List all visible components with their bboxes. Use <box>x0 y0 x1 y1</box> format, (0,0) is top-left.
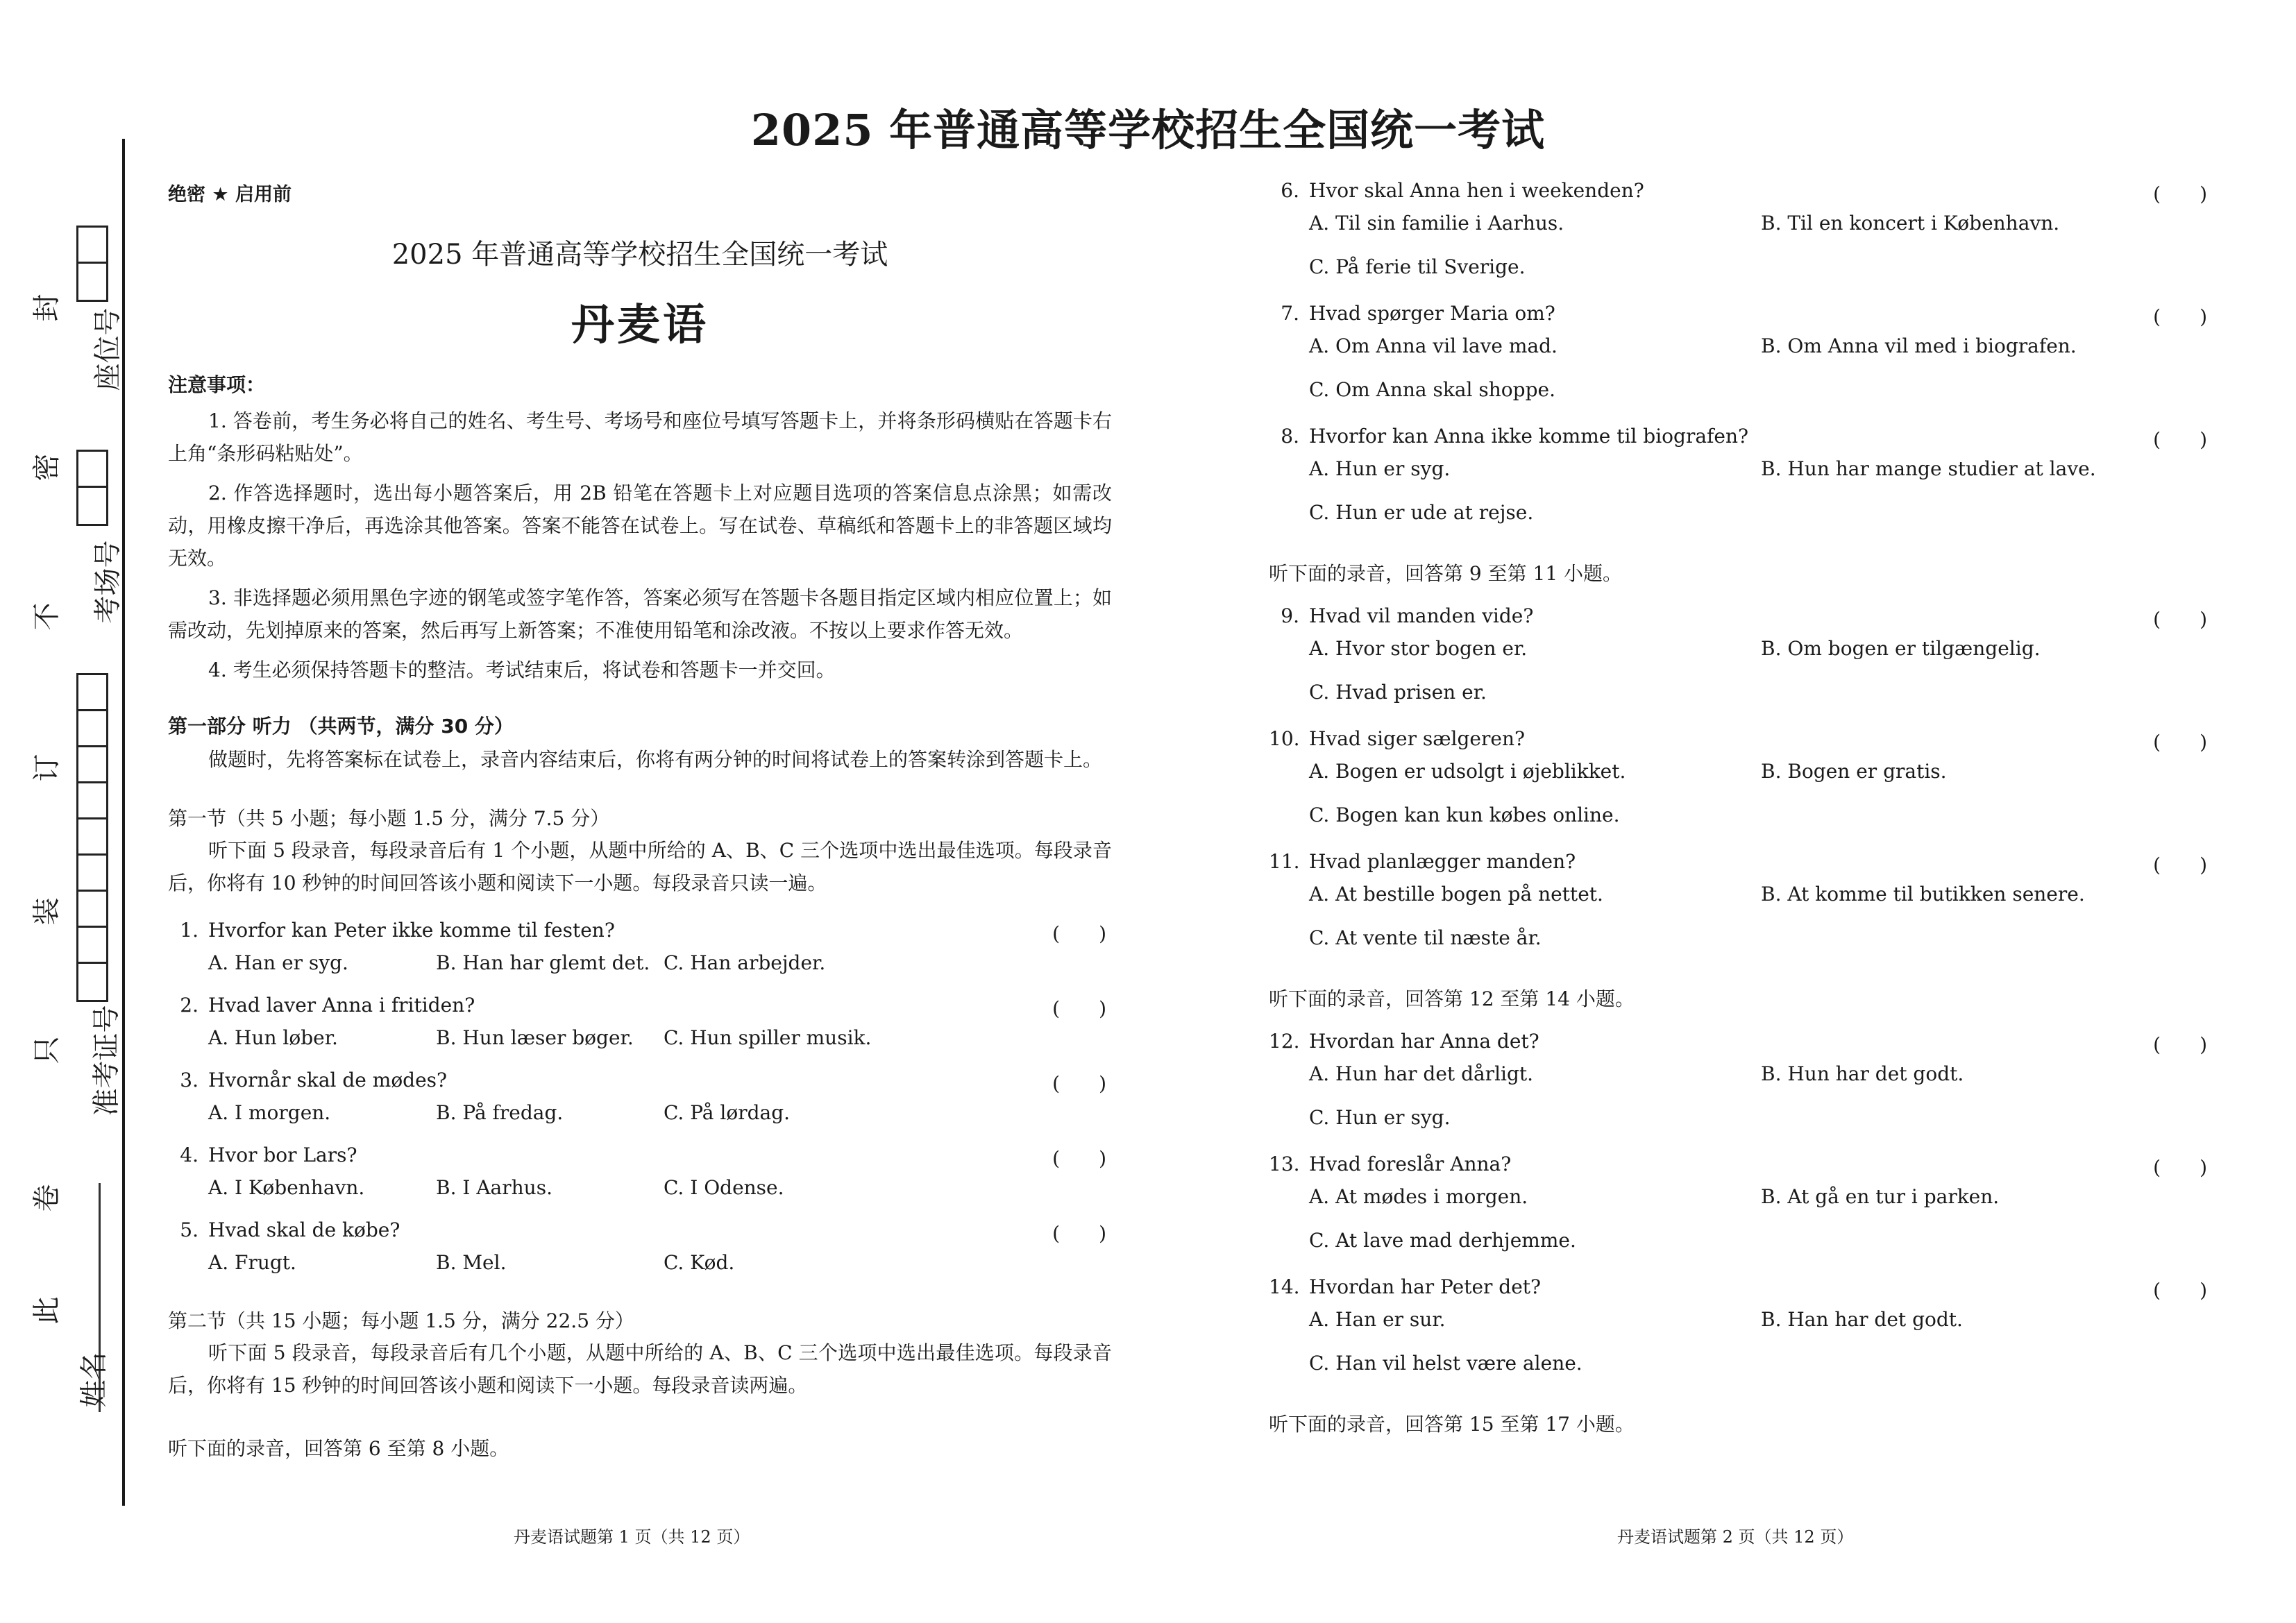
confidential-label: 绝密 ★ 启用前 <box>168 184 292 205</box>
listening-lead: 听下面的录音，回答第 6 至第 8 小题。 <box>168 1437 509 1460</box>
option-c[interactable]: C. På ferie til Sverige. <box>1309 255 1526 278</box>
page-footer-right: 丹麦语试题第 2 页（共 12 页） <box>1617 1527 1854 1547</box>
option-c[interactable]: C. På lørdag. <box>664 1101 791 1124</box>
answer-bracket[interactable]: ( ) <box>2153 608 2207 631</box>
question-stem: Hvad planlægger manden? <box>1309 850 1576 873</box>
answer-bracket[interactable]: ( ) <box>2153 1156 2207 1179</box>
option-c[interactable]: C. I Odense. <box>664 1176 784 1199</box>
listening-lead: 听下面的录音，回答第 15 至第 17 小题。 <box>1269 1413 1635 1436</box>
listening-lead: 听下面的录音，回答第 12 至第 14 小题。 <box>1269 987 1635 1010</box>
option-a[interactable]: A. Hun løber. <box>208 1026 338 1049</box>
seal-char: 卷 <box>31 1184 63 1212</box>
answer-bracket[interactable]: ( ) <box>1052 1222 1106 1245</box>
right-column <box>1269 179 2213 1437</box>
section1-intro: 听下面 5 段录音，每段录音后有 1 个小题，从题中所给的 A、B、C 三个选项中选出最佳选项。每段录音后，你将有 10 秒钟的时间回答该小题和阅读下一小题。每段录音只读一遍。 <box>168 839 1112 894</box>
question-item <box>1269 727 2213 826</box>
option-a[interactable]: A. At bestille bogen på nettet. <box>1309 883 1603 906</box>
seal-char: 此 <box>31 1296 63 1325</box>
option-c[interactable]: C. Hvad prisen er. <box>1309 681 1487 704</box>
option-b[interactable]: B. Bogen er gratis. <box>1761 760 1947 783</box>
subject-title: 丹麦语 <box>571 299 709 350</box>
page-header-title: 2025 年普通高等学校招生全国统一考试 <box>750 105 1546 155</box>
note-item: 2. 作答选择题时，选出每小题答案后，用 2B 铅笔在答题卡上对应题目选项的答案信息点涂黑；如需改动，用橡皮擦干净后，再选涂其他答案。答案不能答在试卷上。写在试卷、草稿纸和答题卡上的非答题区域均无效。 <box>168 482 1112 570</box>
question-stem: Hvordan har Anna det? <box>1309 1030 1539 1053</box>
question-stem: Hvorfor kan Anna ikke komme til biografen? <box>1309 425 1748 448</box>
left-column <box>168 179 1112 1461</box>
question-number: 12. <box>1269 1030 1300 1053</box>
question-stem: Hvad siger sælgeren? <box>1309 727 1525 750</box>
option-b[interactable]: B. Hun har det godt. <box>1761 1062 1964 1085</box>
option-c[interactable]: C. Hun er ude at rejse. <box>1309 501 1534 524</box>
question-stem: Hvor skal Anna hen i weekenden? <box>1309 179 1644 202</box>
option-b[interactable]: B. Om bogen er tilgængelig. <box>1761 637 2041 660</box>
answer-bracket[interactable]: ( ) <box>2153 428 2207 451</box>
ticket-number-boxes[interactable] <box>76 673 108 1002</box>
question-number: 14. <box>1269 1275 1300 1298</box>
section1-questions <box>168 919 1112 1274</box>
option-b[interactable]: B. Mel. <box>436 1251 507 1274</box>
question-item <box>1269 604 2213 704</box>
option-a[interactable]: A. Til sin familie i Aarhus. <box>1309 212 1564 235</box>
option-a[interactable]: A. I morgen. <box>208 1101 331 1124</box>
question-number: 2. <box>180 994 199 1017</box>
answer-bracket[interactable]: ( ) <box>2153 853 2207 876</box>
notes-heading: 注意事项： <box>168 373 266 396</box>
listening-lead: 听下面的录音，回答第 9 至第 11 小题。 <box>1269 562 1623 585</box>
question-stem: Hvad skal de købe? <box>208 1218 400 1241</box>
question-number: 11. <box>1269 850 1300 873</box>
question-item <box>1269 302 2213 401</box>
question-number: 7. <box>1281 302 1299 325</box>
question-number: 10. <box>1269 727 1300 750</box>
question-number: 4. <box>180 1144 199 1166</box>
option-c[interactable]: C. Hun er syg. <box>1309 1106 1451 1129</box>
option-c[interactable]: C. At vente til næste år. <box>1309 926 1542 949</box>
question-item <box>168 1144 1112 1199</box>
question-stem: Hvordan har Peter det? <box>1309 1275 1542 1298</box>
question-stem: Hvad laver Anna i fritiden? <box>208 994 475 1017</box>
answer-bracket[interactable]: ( ) <box>2153 731 2207 754</box>
question-number: 1. <box>180 919 199 942</box>
page-footer-left: 丹麦语试题第 1 页（共 12 页） <box>514 1527 750 1547</box>
answer-bracket[interactable]: ( ) <box>1052 1072 1106 1095</box>
option-b[interactable]: B. I Aarhus. <box>436 1176 552 1199</box>
question-number: 3. <box>180 1069 199 1091</box>
option-a[interactable]: A. Han er syg. <box>208 951 348 974</box>
question-stem: Hvad vil manden vide? <box>1309 604 1534 627</box>
question-item <box>1269 850 2213 949</box>
answer-bracket[interactable]: ( ) <box>2153 182 2207 205</box>
question-number: 9. <box>1281 604 1299 627</box>
question-stem: Hvor bor Lars? <box>208 1144 357 1166</box>
question-stem: Hvornår skal de mødes? <box>208 1069 448 1091</box>
option-a[interactable]: A. Frugt. <box>208 1251 296 1274</box>
answer-bracket[interactable]: ( ) <box>2153 1033 2207 1056</box>
option-c[interactable]: C. Hun spiller musik. <box>664 1026 872 1049</box>
option-a[interactable]: A. Hvor stor bogen er. <box>1309 637 1528 660</box>
seal-char: 只 <box>31 1036 63 1064</box>
option-b[interactable]: B. Om Anna vil med i biografen. <box>1761 334 2077 357</box>
question-stem: Hvad spørger Maria om? <box>1309 302 1555 325</box>
option-b[interactable]: B. Hun har mange studier at lave. <box>1761 457 2096 480</box>
question-number: 5. <box>180 1218 199 1241</box>
note-item: 1. 答卷前，考生务必将自己的姓名、考生号、考场号和座位号填写答题卡上，并将条形码横贴在答题卡右上角“条形码粘贴处”。 <box>168 409 1112 465</box>
question-item <box>1269 179 2213 278</box>
option-c[interactable]: C. Bogen kan kun købes online. <box>1309 804 1620 826</box>
option-c[interactable]: C. Kød. <box>664 1251 735 1274</box>
seat-number-boxes[interactable] <box>76 226 108 302</box>
question-stem: Hvad foreslår Anna? <box>1309 1153 1512 1175</box>
exam-title: 2025 年普通高等学校招生全国统一考试 <box>391 239 888 271</box>
section1-heading: 第一节（共 5 小题；每小题 1.5 分，满分 7.5 分） <box>168 807 610 830</box>
note-item: 3. 非选择题必须用黑色字迹的钢笔或签字笔作答，答案必须写在答题卡各题目指定区域内相应位置上；如需改动，先划掉原来的答案，然后再写上新答案；不准使用铅笔和涂改液。不按以上要求作答无效。 <box>168 586 1112 642</box>
option-a[interactable]: A. Han er sur. <box>1309 1308 1446 1331</box>
ticket-number-label: 准考证号 <box>90 1005 123 1116</box>
question-item <box>1269 1153 2213 1252</box>
option-b[interactable]: B. Han har glemt det. <box>436 951 650 974</box>
seal-char: 密 <box>31 453 63 482</box>
seal-char: 封 <box>31 294 63 322</box>
question-item <box>168 1218 1112 1274</box>
question-number: 6. <box>1281 179 1299 202</box>
question-item <box>1269 1275 2213 1375</box>
question-stem: Hvorfor kan Peter ikke komme til festen? <box>208 919 615 942</box>
seal-char: 不 <box>31 602 63 631</box>
answer-bracket[interactable]: ( ) <box>1052 922 1106 945</box>
seat-number-label: 座位号 <box>92 307 124 391</box>
question-item <box>1269 1030 2213 1129</box>
answer-bracket[interactable]: ( ) <box>2153 305 2207 328</box>
option-b[interactable]: B. At komme til butikken senere. <box>1761 883 2085 906</box>
question-number: 8. <box>1281 425 1299 448</box>
seal-char: 订 <box>31 754 63 782</box>
part1-intro: 做题时，先将答案标在试卷上，录音内容结束后，你将有两分钟的时间将试卷上的答案转涂到答题卡上。 <box>208 748 1103 771</box>
answer-bracket[interactable]: ( ) <box>1052 1147 1106 1170</box>
option-a[interactable]: A. Hun har det dårligt. <box>1309 1062 1534 1085</box>
option-b[interactable]: B. Hun læser bøger. <box>436 1026 634 1049</box>
option-c[interactable]: C. At lave mad derhjemme. <box>1309 1229 1576 1252</box>
option-a[interactable]: A. I København. <box>208 1176 365 1199</box>
question-item <box>168 994 1112 1049</box>
seal-char: 装 <box>31 897 63 926</box>
option-a[interactable]: A. Om Anna vil lave mad. <box>1309 334 1558 357</box>
option-b[interactable]: B. På fredag. <box>436 1101 564 1124</box>
section2-intro: 听下面 5 段录音，每段录音后有几个小题，从题中所给的 A、B、C 三个选项中选出最佳选项。每段录音后，你将有 15 秒钟的时间回答该小题和阅读下一小题。每段录音读两遍。 <box>168 1341 1112 1397</box>
name-label: 姓名 <box>78 1352 110 1408</box>
option-b[interactable]: B. Til en koncert i København. <box>1761 212 2060 235</box>
room-number-boxes[interactable] <box>76 450 108 526</box>
part1-heading: 第一部分 听力 （共两节，满分 30 分） <box>168 715 514 738</box>
room-number-label: 考场号 <box>92 540 124 624</box>
option-b[interactable]: B. At gå en tur i parken. <box>1761 1185 2000 1208</box>
binding-strip <box>0 139 128 1506</box>
note-item: 4. 考生必须保持答题卡的整洁。考试结束后，将试卷和答题卡一并交回。 <box>208 658 836 681</box>
section2-heading: 第二节（共 15 小题；每小题 1.5 分，满分 22.5 分） <box>168 1309 634 1332</box>
answer-bracket[interactable]: ( ) <box>2153 1279 2207 1302</box>
option-a[interactable]: A. At mødes i morgen. <box>1309 1185 1528 1208</box>
question-item <box>1269 425 2213 524</box>
option-c[interactable]: C. Han arbejder. <box>664 951 826 974</box>
option-b[interactable]: B. Han har det godt. <box>1761 1308 1963 1331</box>
answer-bracket[interactable]: ( ) <box>1052 997 1106 1020</box>
question-item <box>168 1069 1112 1124</box>
question-number: 13. <box>1269 1153 1300 1175</box>
option-a[interactable]: A. Hun er syg. <box>1309 457 1451 480</box>
question-item <box>168 919 1112 974</box>
option-a[interactable]: A. Bogen er udsolgt i øjeblikket. <box>1309 760 1626 783</box>
option-c[interactable]: C. Om Anna skal shoppe. <box>1309 378 1555 401</box>
option-c[interactable]: C. Han vil helst være alene. <box>1309 1352 1582 1375</box>
